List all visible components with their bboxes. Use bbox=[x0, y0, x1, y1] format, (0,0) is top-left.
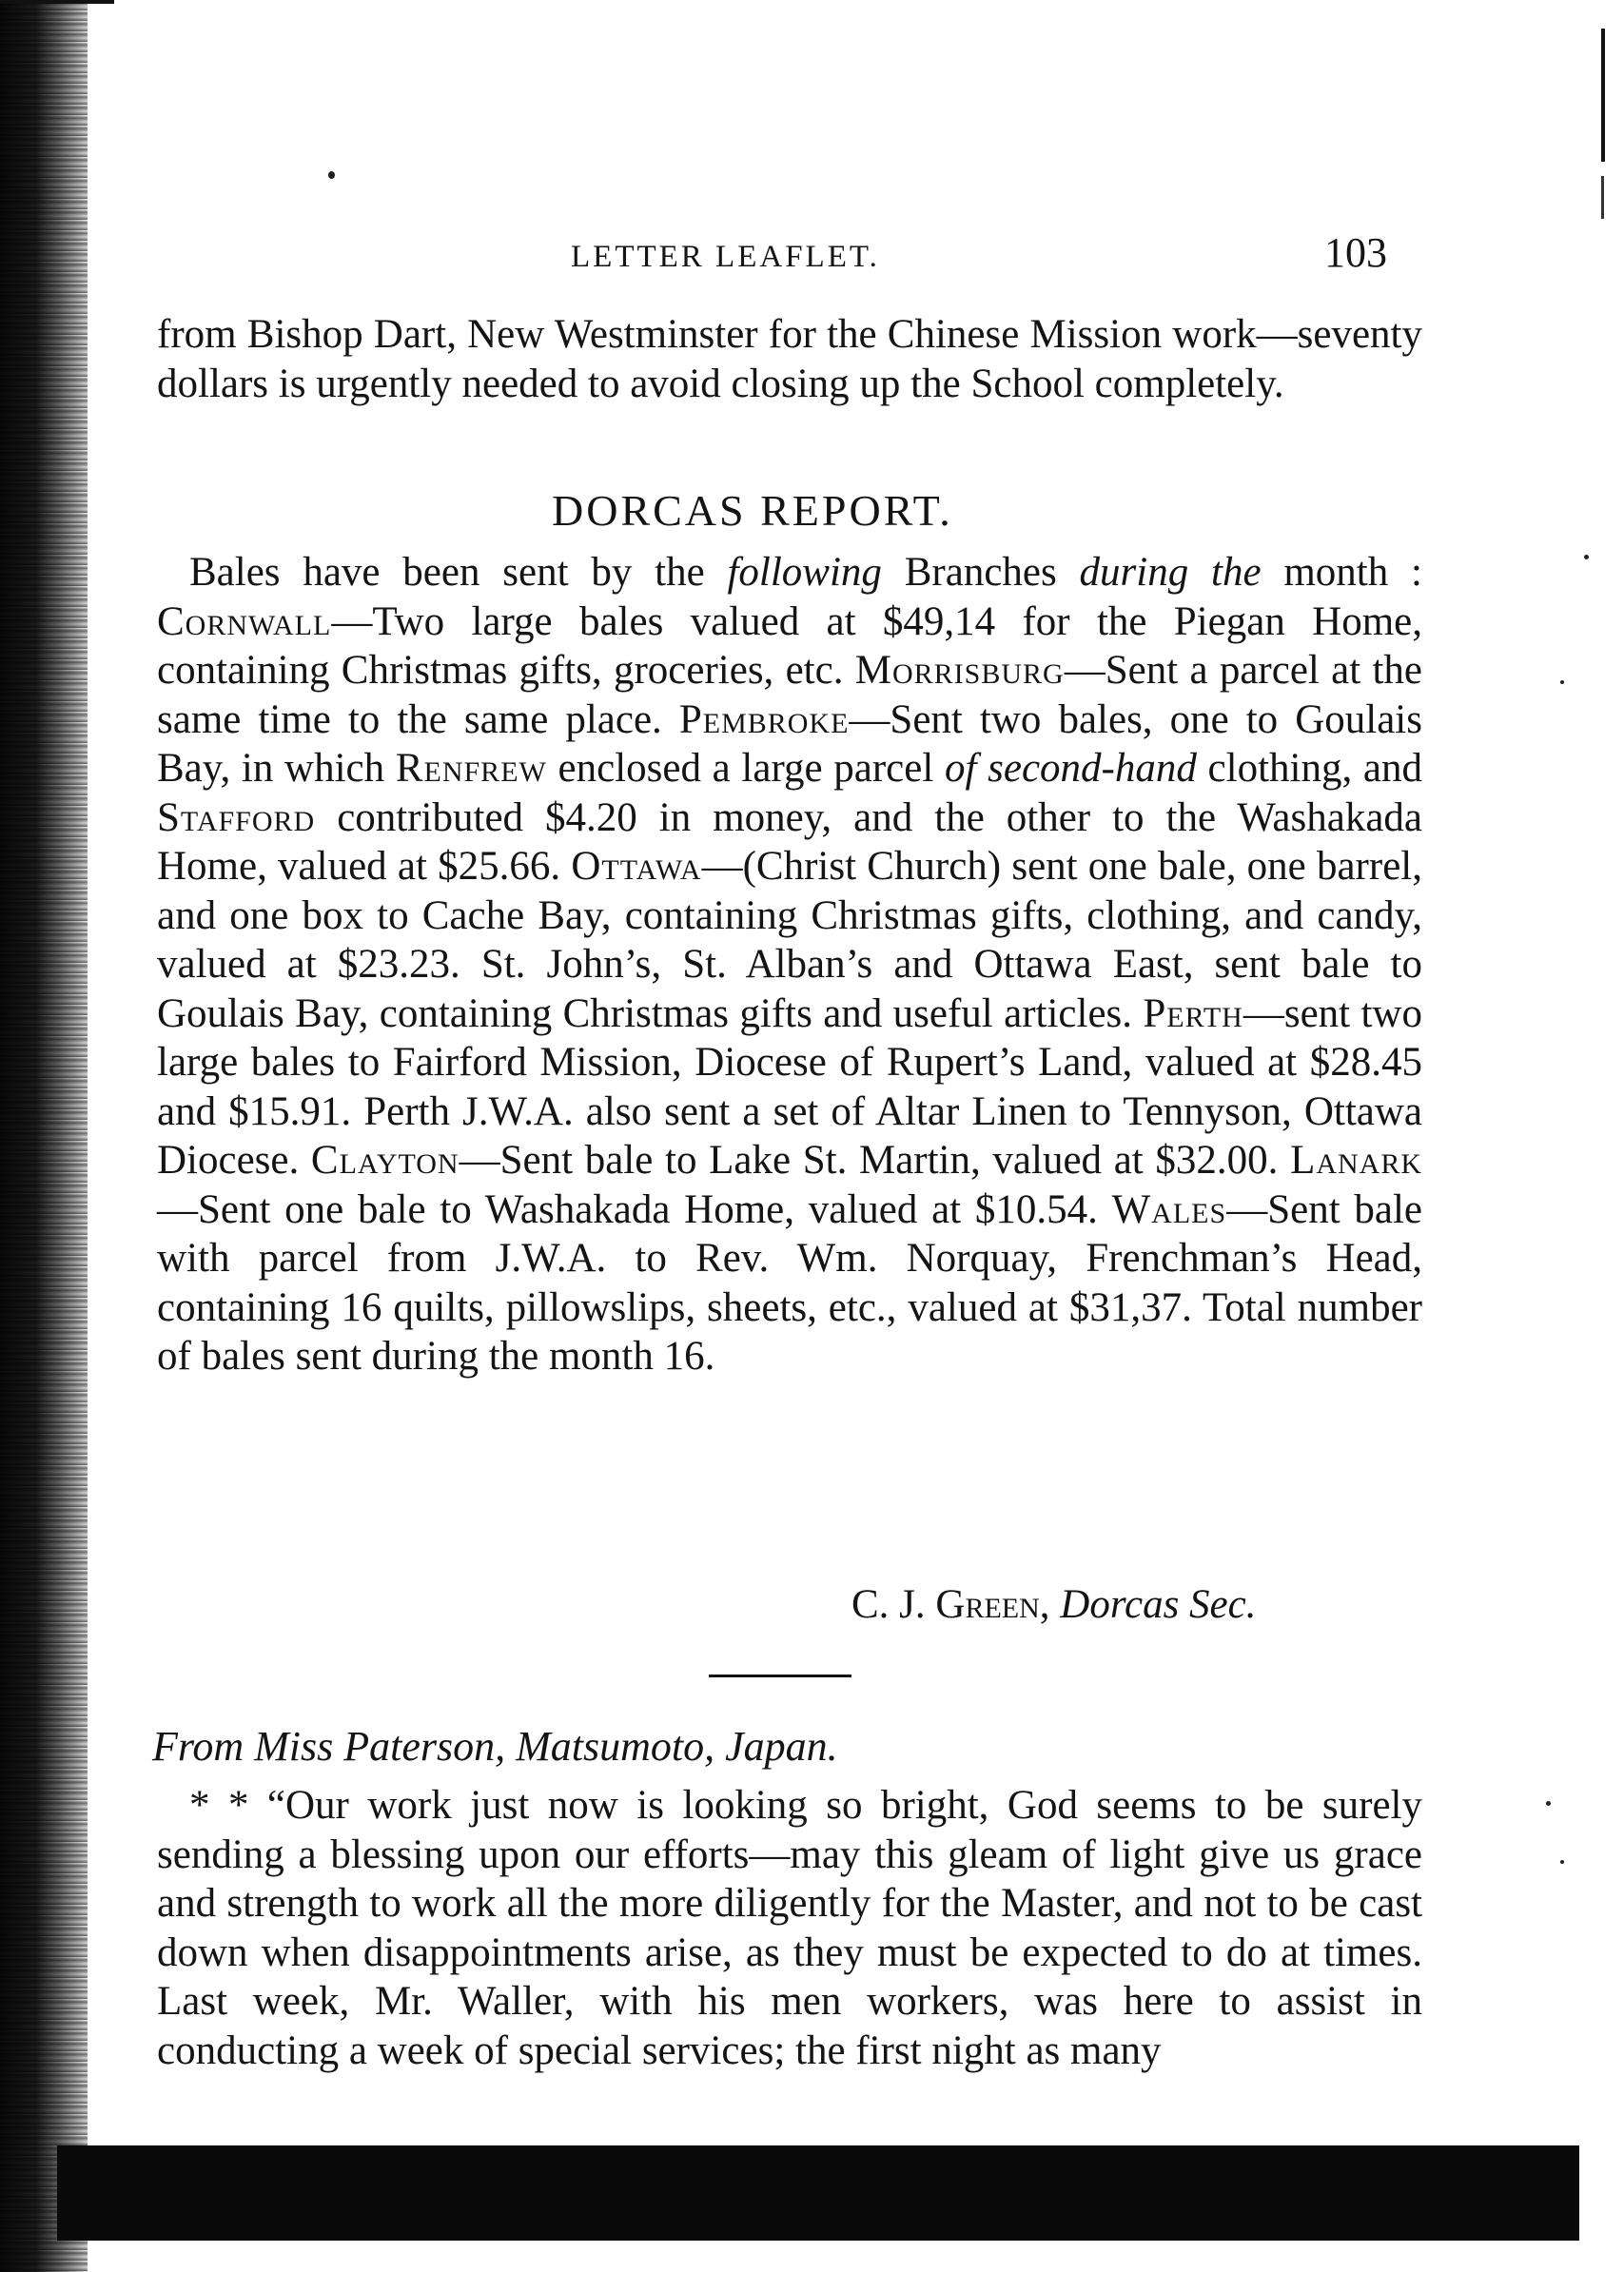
branch-name: Clayton bbox=[310, 1138, 460, 1183]
report-text-run: month : bbox=[1261, 550, 1422, 595]
branch-name: Wales bbox=[1111, 1186, 1227, 1232]
scan-speck bbox=[1546, 1801, 1551, 1806]
scan-edge-mark bbox=[1601, 176, 1604, 219]
report-text-run: contributed $4.20 in money, and the other to the Washakada Home, valued at $25.66. bbox=[157, 794, 1422, 889]
letter-paragraph bbox=[157, 1781, 1422, 2075]
branch-name: Cornwall bbox=[157, 598, 332, 644]
scan-speck bbox=[1560, 680, 1564, 684]
branch-name: Ottawa bbox=[571, 844, 702, 889]
section-heading: DORCAS REPORT. bbox=[552, 486, 953, 535]
scan-speck bbox=[1560, 1860, 1564, 1864]
report-text-run: Bales have been sent by the bbox=[189, 550, 728, 595]
signature-name: C. J. Green, bbox=[851, 1582, 1050, 1627]
scan-bottom-shadow bbox=[57, 2145, 1579, 2241]
report-text-run: clothing, and bbox=[1196, 746, 1422, 791]
branch-name: Pembroke bbox=[678, 696, 850, 742]
scan-speck bbox=[328, 171, 335, 179]
signature bbox=[851, 1581, 1256, 1628]
italic-text: following bbox=[727, 550, 882, 595]
italic-text: during the bbox=[1079, 550, 1262, 595]
branch-name: Renfrew bbox=[395, 746, 547, 791]
letter-heading: From Miss Paterson, Matsumoto, Japan. bbox=[152, 1723, 838, 1770]
section-divider bbox=[709, 1675, 851, 1677]
branch-name: Stafford bbox=[157, 794, 316, 840]
scan-edge-mark bbox=[1601, 29, 1605, 162]
branch-name: Lanark bbox=[1290, 1138, 1422, 1183]
signature-title: Dorcas Sec. bbox=[1060, 1582, 1257, 1627]
scan-speck bbox=[1584, 555, 1589, 559]
report-text-run: —(Christ Church) sent one bale, one barrel, and one box to Cache Bay, containing Christmas gifts, clothing, and candy, valued at $23.23. St. John’s, St. Alban’s and Ottawa East, sent bale to Goulais Bay, containing Christmas gifts and useful articles. bbox=[157, 844, 1422, 1036]
report-text-run: —sent two large bales to Fairford Mission, Diocese of Rupert’s Land, valued at $28.45 and $15.91. Perth J.W.A. also sent a set of Altar Linen to Tennyson, Ottawa Diocese. bbox=[157, 990, 1422, 1183]
report-text bbox=[157, 548, 1422, 1381]
paragraph-text: from Bishop Dart, New Westminster for the Chinese Mission work—seventy dollars is urgently needed to avoid closing up the School completely. bbox=[157, 312, 1422, 406]
letter-text: * * “Our work just now is looking so bright, God seems to be surely sending a blessing upon our efforts—may this gleam of light give us grace and strength to work all the more diligently for the Master, and not to be cast down when disappointments arise, as they must be expected to do at times. Last week, Mr. Waller, with his men workers, was here to assist in conducting a week of special services; the first night as many bbox=[157, 1783, 1422, 2073]
report-text-run: enclosed a large parcel bbox=[546, 746, 945, 791]
scan-binding-edge bbox=[0, 0, 88, 2272]
branch-name: Perth bbox=[1143, 990, 1243, 1036]
dorcas-report-paragraph bbox=[157, 548, 1422, 1381]
continued-paragraph bbox=[157, 310, 1422, 408]
branch-name: Morrisburg bbox=[854, 648, 1065, 693]
report-text-run: —Sent a parcel at the same time to the same place. bbox=[157, 648, 1423, 742]
report-text-run: —Sent bale with parcel from J.W.A. to Rev. Wm. Norquay, Frenchman’s Head, containing 16 quilts, pillowslips, sheets, etc., valued at $31,37. Total number of bales sent during the month 16. bbox=[157, 1186, 1422, 1379]
report-text-run: —Two large bales valued at $49,14 for the Piegan Home, containing Christmas gifts, groceries, etc. bbox=[157, 598, 1422, 693]
report-text-run: —Sent two bales, one to Goulais Bay, in which bbox=[157, 696, 1422, 791]
page-number: 103 bbox=[1324, 229, 1387, 276]
scan-edge-mark bbox=[0, 0, 114, 32]
report-text-run: —Sent bale to Lake St. Martin, valued at $32.00. bbox=[459, 1138, 1291, 1183]
report-text-run: Branches bbox=[881, 550, 1080, 595]
italic-text: of second-hand bbox=[945, 746, 1197, 791]
running-head: LETTER LEAFLET. bbox=[571, 240, 880, 274]
report-text-run: —Sent one bale to Washakada Home, valued at $10.54. bbox=[157, 1186, 1112, 1232]
